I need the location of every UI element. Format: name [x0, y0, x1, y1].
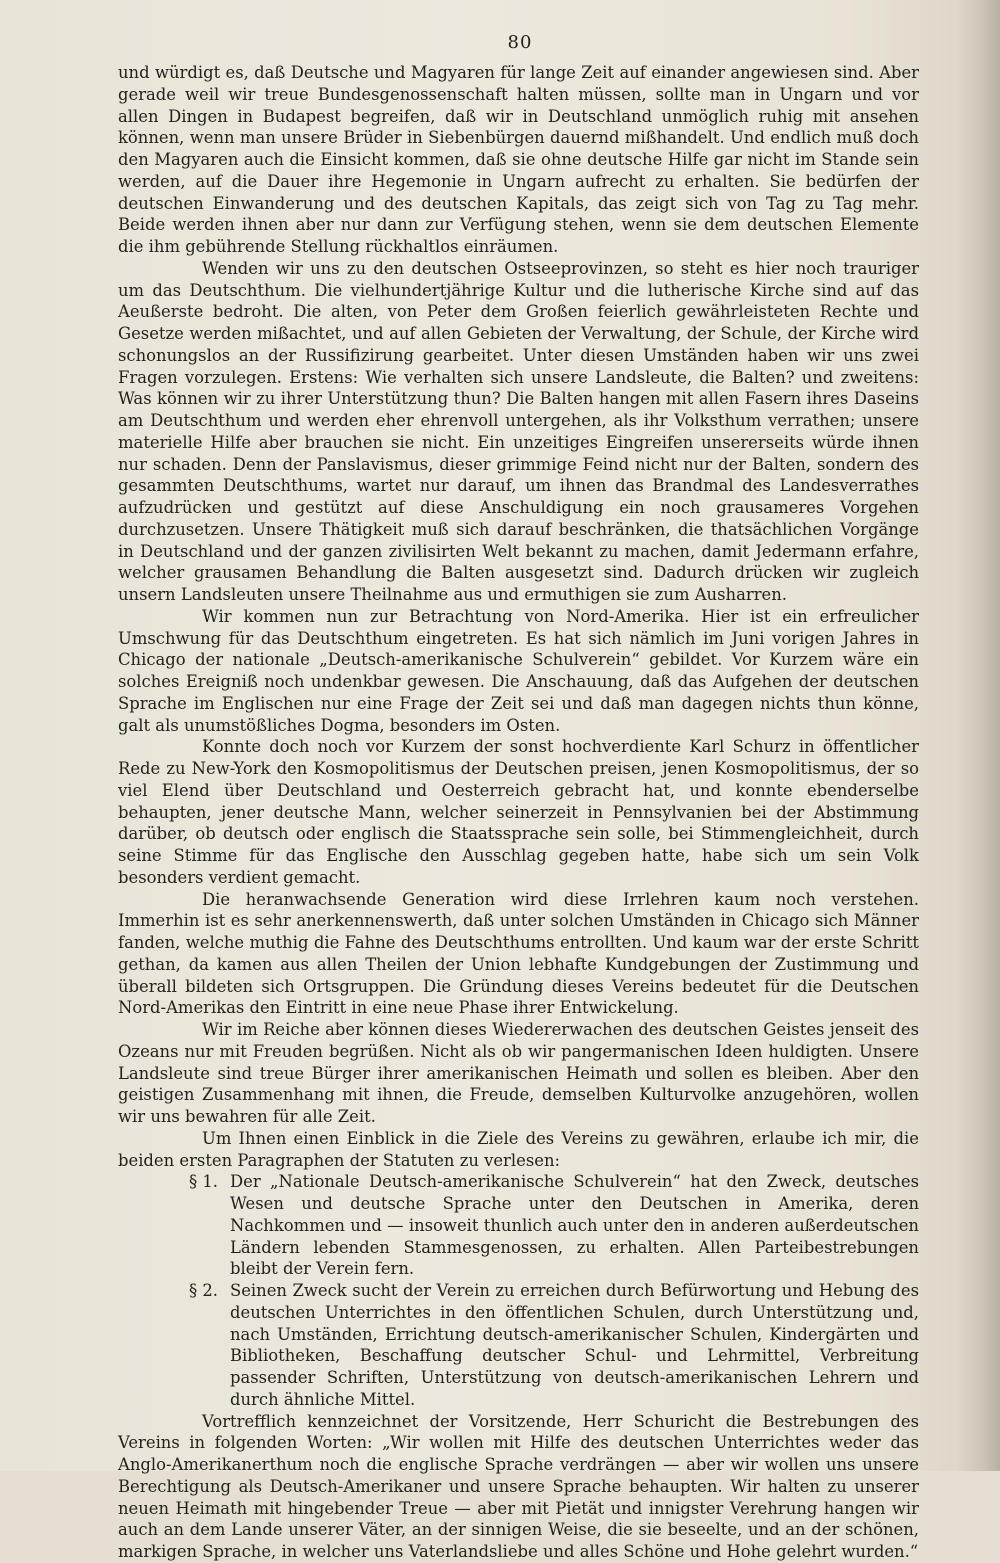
paragraph: Wenden wir uns zu den deutschen Ostseeprovinzen, so steht es hier noch trauriger um das Deutschthum. Die vielhundertjährige Kultur und die lutherische Kirche sind auf das Aeußerste bedroht. Die alten, von Peter dem Großen feierlich gewährleisteten Rechte und Gesetze werden mißachtet, und auf allen Gebieten der Verwaltung, der Schule, der Kirche wird schonungslos an der Russifizirung gearbeitet. Unter diesen Umständen haben wir uns zwei Fragen vorzulegen. Erstens: Wie verhalten sich unsere Landsleute, die Balten? und zweitens: Was können wir zu ihrer Unterstützung thun? Die Balten hangen mit allen Fasern ihres Daseins am Deutschthum und werden eher ehrenvoll untergehen, als ihr Volksthum verrathen; unsere materielle Hilfe aber brauchen sie nicht. Ein unzeitiges Eingreifen unsererseits würde ihnen nur schaden. Denn der Panslavismus, dieser grimmige Feind nicht nur der Balten, sondern des gesammten Deutschthums, wartet nur darauf, um ihnen das Brandmal des Landesverrathes aufzudrücken und gestützt auf diese Anschuldigung ein noch grausameres Vorgehen durchzusetzen. Unsere Thätigkeit muß sich darauf beschränken, die thatsächlichen Vorgänge in Deutschland und der ganzen zivilisirten Welt bekannt zu machen, damit Jedermann erfahre, welcher grausamen Behandlung die Balten ausgesetzt sind. Dadurch drücken wir zugleich unsern Landsleuten unsere Theilnahme aus und ermuthigen sie zum Ausharren.: [118, 258, 919, 604]
paragraph: Wir im Reiche aber können dieses Wiedererwachen des deutschen Geistes jenseit des Ozeans nur mit Freuden begrüßen. Nicht als ob wir pangermanischen Ideen huldigten. Unsere Landsleute sind treue Bürger ihrer amerikanischen Heimath und sollen es bleiben. Aber den geistigen Zusammenhang mit ihnen, die Freude, demselben Kulturvolke anzugehören, wollen wir uns bewahren für alle Zeit.: [118, 1020, 919, 1126]
section-number: § 2.: [188, 1281, 218, 1300]
page-number: 80: [507, 32, 533, 53]
section-text: Seinen Zweck sucht der Verein zu erreichen durch Befürwortung und Hebung des deutschen Unterrichtes in den öffentlichen Schulen, durch Unterstützung und, nach Umständen, Errichtung deutsch-amerikanischer Schulen, Kindergärten und Bibliotheken, Beschaffung deutscher Schul- und Lehrmittel, Verbreitung passender Schriften, Unterstützung von deutsch-amerikanischen Lehrern und durch ähnliche Mittel.: [230, 1281, 919, 1409]
page-edge-shadow: [958, 0, 1000, 1471]
section-text: Der „Nationale Deutsch-amerikanische Schulverein“ hat den Zweck, deutsches Wesen und deutsche Sprache unter den Deutschen in Amerika, deren Nachkommen und — insoweit thunlich auch unter den in anderen außerdeutschen Ländern lebenden Stammesgenossen, zu erhalten. Allen Parteibestrebungen bleibt der Verein fern.: [230, 1172, 919, 1279]
statute-section: [118, 1280, 919, 1411]
section-number: § 1.: [188, 1172, 218, 1192]
paragraph: und würdigt es, daß Deutsche und Magyaren für lange Zeit auf einander angewiesen sind. Aber gerade weil wir treue Bundesgenossenschaft halten müssen, sollte man in Ungarn und vor allen Dingen in Budapest begreifen, daß wir in Deutschland unmöglich ruhig mit ansehen können, wenn man unsere Brüder in Siebenbürgen dauernd mißhandelt. Und endlich muß doch den Magyaren auch die Einsicht kommen, daß sie ohne deutsche Hilfe gar nicht im Stande sein werden, auf die Dauer ihre Hegemonie in Ungarn aufrecht zu erhalten. Sie bedürfen der deutschen Einwanderung und des deutschen Kapitals, das zeigt sich von Tag zu Tag mehr. Beide werden ihnen aber nur dann zur Verfügung stehen, wenn sie dem deutschen Elemente die ihm gebührende Stellung rückhaltlos einräumen.: [118, 63, 919, 256]
paragraph: Wir kommen nun zur Betrachtung von Nord-Amerika. Hier ist ein erfreulicher Umschwung für das Deutschthum eingetreten. Es hat sich nämlich im Juni vorigen Jahres in Chicago der nationale „Deutsch-amerikanische Schulverein“ gebildet. Vor Kurzem wäre ein solches Ereigniß noch undenkbar gewesen. Die Anschauung, daß das Aufgehen der deutschen Sprache im Englischen nur eine Frage der Zeit sei und daß man dagegen nichts thun könne, galt als unumstößliches Dogma, besonders im Osten.: [118, 606, 919, 735]
closing-paragraph: Vortrefflich kennzeichnet der Vorsitzende, Herr Schuricht die Bestrebungen des Vereins in folgenden Worten: „Wir wollen mit Hilfe des deutschen Unterrichtes weder das Anglo-Amerikanerthum noch die englische Sprache verdrängen — aber wir wollen uns unsere Berechtigung als Deutsch-Amerikaner und unsere Sprache behaupten. Wir halten zu unserer neuen Heimath mit hingebender Treue — aber mit Pietät und innigster Verehrung hangen wir auch an dem Lande unserer Väter, an der sinnigen Weise, die sie beseelte, und an der schönen, markigen Sprache, in welcher uns Vaterlandsliebe und alles Schöne und Hohe gelehrt wurden.“: [118, 1411, 919, 1561]
body-text: [118, 62, 919, 1563]
paragraph: Konnte doch noch vor Kurzem der sonst hochverdiente Karl Schurz in öffentlicher Rede zu New-York den Kosmopolitismus der Deutschen preisen, jenen Kosmopolitismus, der so viel Elend über Deutschland und Oesterreich gebracht hat, und konnte ebenderselbe behaupten, jener deutsche Mann, welcher seinerzeit in Pennsylvanien bei der Abstimmung darüber, ob deutsch oder englisch die Staatssprache sein solle, bei Stimmengleichheit, durch seine Stimme für das Englische den Ausschlag gegeben hatte, habe sich um sein Volk besonders verdient gemacht.: [118, 737, 919, 887]
statute-section: [118, 1171, 919, 1280]
paragraph: Um Ihnen einen Einblick in die Ziele des Vereins zu gewähren, erlaube ich mir, die beiden ersten Paragraphen der Statuten zu verlesen:: [118, 1128, 919, 1170]
paragraph: Die heranwachsende Generation wird diese Irrlehren kaum noch verstehen. Immerhin ist es sehr anerkennenswerth, daß unter solchen Umständen in Chicago sich Männer fanden, welche muthig die Fahne des Deutschthums entrollten. Und kaum war der erste Schritt gethan, da kamen aus allen Theilen der Union lebhafte Kundgebungen der Zustimmung und überall bildeten sich Ortsgruppen. Die Gründung dieses Vereins bedeutet für die Deutschen Nord-Amerikas den Eintritt in eine neue Phase ihrer Entwickelung.: [118, 889, 919, 1018]
